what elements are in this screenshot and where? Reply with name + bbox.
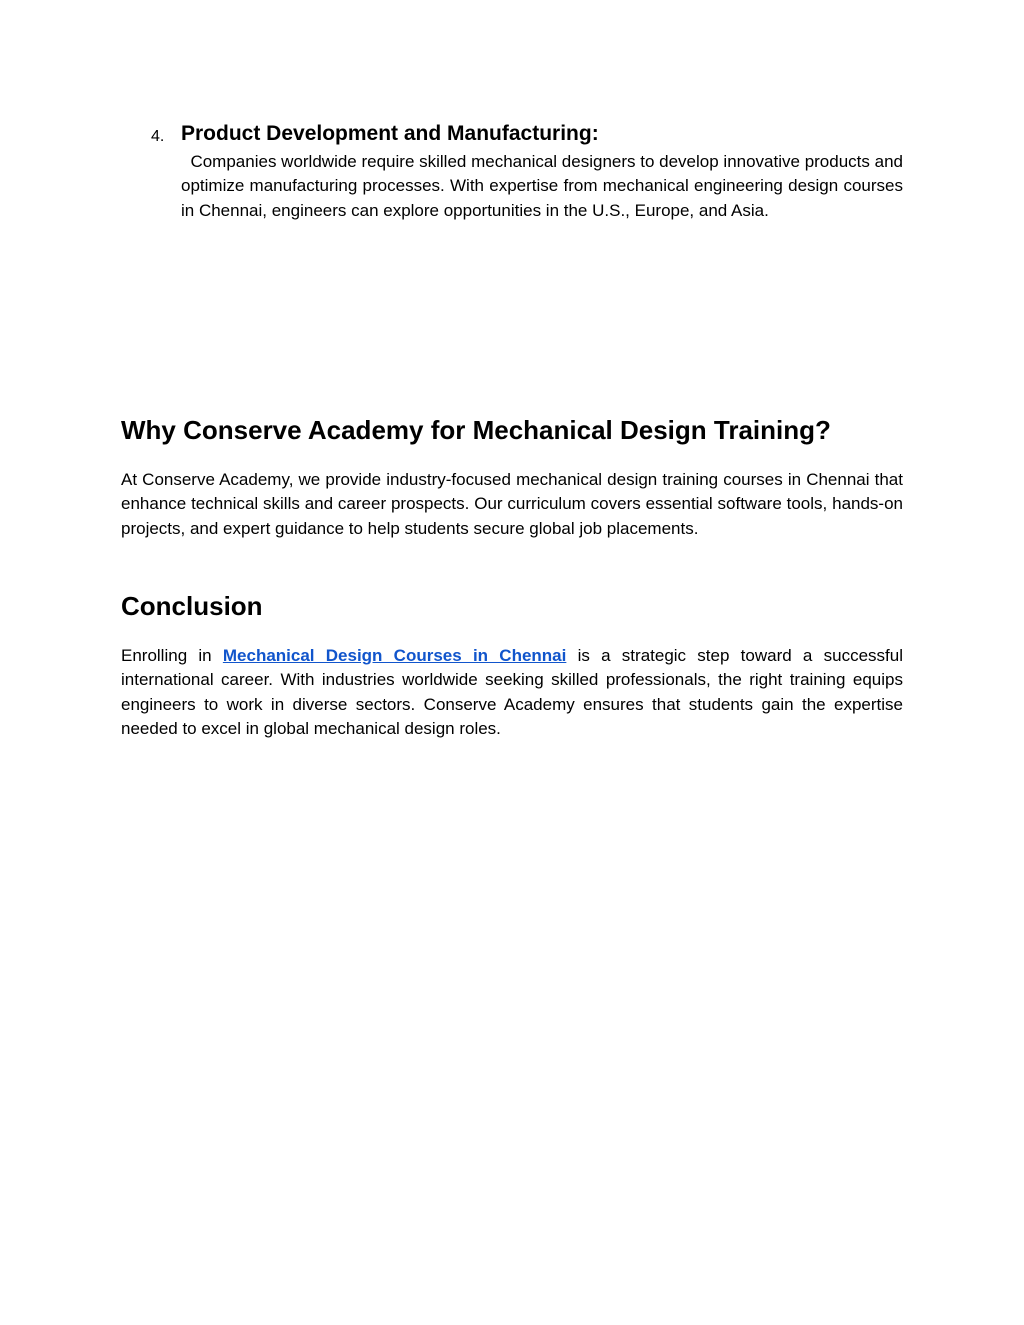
conclusion-body-intro: Enrolling in [121,646,223,665]
list-item-body-text: Companies worldwide require skilled mechanical designers to develop innovative products and optimize manufacturing processes. With expertise from mechanical engineering design courses in Chennai, engineers can explore opportunities in the U.S., Europe, and Asia. [181,152,903,220]
mechanical-design-courses-link[interactable]: Mechanical Design Courses in Chennai [222,646,567,665]
list-item-heading: Product Development and Manufacturing: [181,122,599,145]
why-section-heading: Why Conserve Academy for Mechanical Design Training? [121,415,831,445]
conclusion-body [121,644,903,742]
conclusion-body-rest: is a strategic step toward a successful international career. With industries worldwide seeking skilled professionals, the right training equips engineers to work in diverse sectors. Conserve Academy ensures that students gain the expertise needed to excel in global mechanical design roles. [121,646,903,739]
list-number: 4. [151,128,165,145]
conclusion-heading: Conclusion [121,591,263,621]
list-item-body [181,150,903,223]
why-section-body: At Conserve Academy, we provide industry-focused mechanical design training courses in Chennai that enhance technical skills and career prospects. Our curriculum covers essential software tools, hands-on projects, and expert guidance to help students secure global job placements. [121,470,903,538]
